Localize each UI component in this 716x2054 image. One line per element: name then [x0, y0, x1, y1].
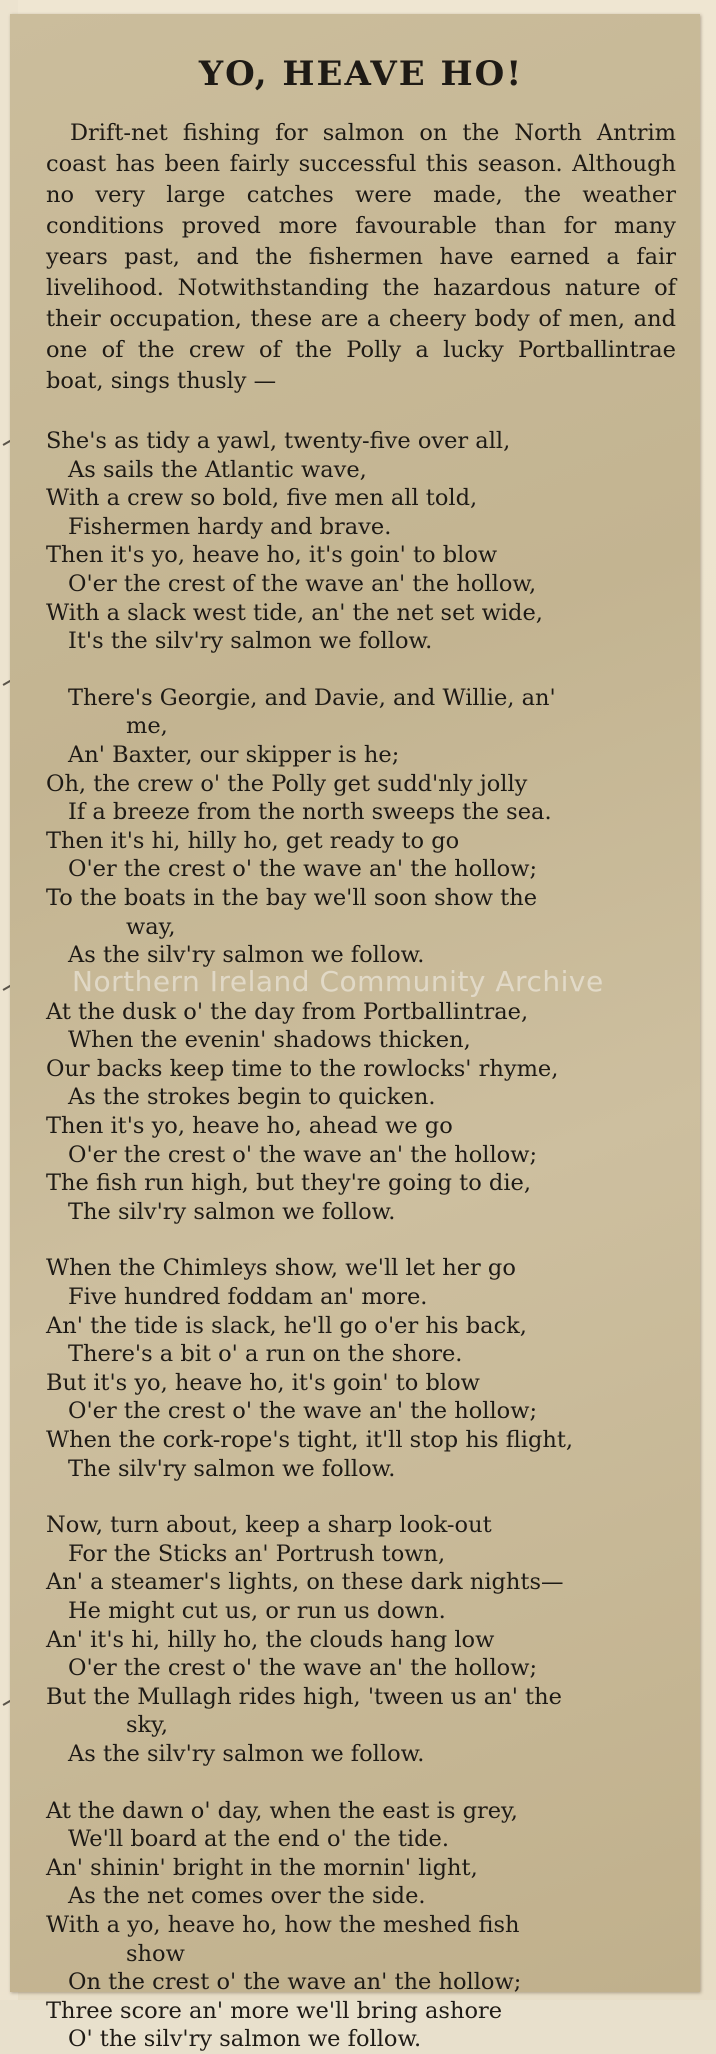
stanza	[46, 684, 676, 970]
verse-line: With a slack west tide, an' the net set wide,	[46, 599, 543, 626]
verse-line: There's a bit o' a run on the shore.	[68, 1341, 463, 1368]
verse-line: The silv'ry salmon we follow.	[68, 1455, 396, 1482]
verse-line: When the evenin' shadows thicken,	[68, 1027, 471, 1054]
verse-line: show	[126, 1940, 185, 1967]
stanza	[46, 427, 676, 656]
stanza	[46, 998, 676, 1227]
verse-line: Then it's yo, heave ho, it's goin' to blow	[46, 542, 498, 569]
verse-line: An' Baxter, our skipper is he;	[68, 741, 400, 768]
verse-line: On the crest o' the wave an' the hollow;	[68, 1969, 522, 1996]
verse-line: Our backs keep time to the rowlocks' rhyme,	[46, 1055, 559, 1082]
verse-line: It's the silv'ry salmon we follow.	[68, 628, 433, 655]
verse-line: When the cork-rope's tight, it'll stop his flight,	[46, 1427, 574, 1453]
verse-line: An' a steamer's lights, on these dark nights—	[46, 1569, 564, 1596]
stanza	[46, 1511, 676, 1768]
intro-paragraph: Drift-net fishing for salmon on the North Antrim coast has been fairly successful this season. Although no very large catches were made, the weather conditions proved more favourable than for many years past, and the fishermen have earned a fair livelihood. Notwithstanding the hazardous nature of their occupation, these are a cheery body of men, and one of the crew of the Polly a lucky Portballintrae boat, sings thusly —	[46, 120, 676, 394]
verse-line: When the Chimleys show, we'll let her go	[46, 1255, 516, 1282]
verse-line: O'er the crest of the wave an' the hollow,	[68, 570, 537, 597]
verse-line: But the Mullagh rides high, 'tween us an' the	[46, 1683, 562, 1710]
verse-line: As the silv'ry salmon we follow.	[68, 942, 425, 969]
verse-line: To the boats in the bay we'll soon show the	[46, 884, 538, 911]
verse-line: With a crew so bold, five men all told,	[46, 485, 478, 512]
verse-line: Now, turn about, keep a sharp look-out	[46, 1512, 492, 1539]
verse-line: An' shinin' bright in the mornin' light,	[46, 1854, 478, 1881]
verse-line: At the dusk o' the day from Portballintrae,	[46, 998, 529, 1025]
verse-line: We'll board at the end o' the tide.	[68, 1826, 449, 1853]
verse-line: sky,	[126, 1712, 169, 1739]
verse-line: As the silv'ry salmon we follow.	[68, 1740, 425, 1767]
verse-line: She's as tidy a yawl, twenty-five over all,	[46, 428, 511, 454]
verse-line: O' the silv'ry salmon we follow.	[68, 2026, 422, 2053]
newspaper-clipping	[10, 14, 700, 2053]
verse-line: With a yo, heave ho, how the meshed fish	[46, 1911, 520, 1938]
verse-line: way,	[126, 913, 176, 940]
watermark: Northern Ireland Community Archive	[72, 965, 604, 998]
stanza	[46, 1797, 676, 2054]
verse-line: O'er the crest o' the wave an' the hollow;	[68, 1141, 538, 1168]
verse-line: Then it's hi, hilly ho, get ready to go	[46, 827, 460, 854]
verse-line: He might cut us, or run us down.	[68, 1597, 446, 1624]
verse-line: Then it's yo, heave ho, ahead we go	[46, 1113, 453, 1140]
verse-line: me,	[126, 713, 168, 740]
verse-line: O'er the crest o' the wave an' the hollow;	[68, 1398, 538, 1425]
verse-line: Fishermen hardy and brave.	[68, 513, 392, 540]
verse-line: O'er the crest o' the wave an' the hollow;	[68, 1655, 538, 1682]
verse-line: Oh, the crew o' the Polly get sudd'nly jolly	[46, 770, 528, 797]
poem	[46, 427, 676, 2054]
verse-line: As the strokes begin to quicken.	[68, 1084, 436, 1111]
verse-line: As the net comes over the side.	[68, 1883, 426, 1910]
verse-line: For the Sticks an' Portrush town,	[68, 1540, 446, 1567]
verse-line: An' it's hi, hilly ho, the clouds hang low	[46, 1626, 495, 1653]
verse-line: The silv'ry salmon we follow.	[68, 1198, 396, 1225]
stanza	[46, 1254, 676, 1483]
verse-line: Three score an' more we'll bring ashore	[46, 1997, 503, 2024]
verse-line: Five hundred foddam an' more.	[68, 1284, 428, 1311]
verse-line: The fish run high, but they're going to die,	[46, 1170, 531, 1197]
verse-line: As sails the Atlantic wave,	[68, 456, 367, 483]
verse-line: At the dawn o' day, when the east is grey,	[46, 1797, 518, 1824]
headline: YO, HEAVE HO!	[198, 54, 524, 94]
verse-line: But it's yo, heave ho, it's goin' to blow	[46, 1369, 480, 1396]
verse-line: If a breeze from the north sweeps the sea.	[68, 799, 552, 826]
verse-line: O'er the crest o' the wave an' the hollow;	[68, 856, 538, 883]
verse-line: There's Georgie, and Davie, and Willie, an'	[68, 684, 556, 711]
verse-line: An' the tide is slack, he'll go o'er his back,	[46, 1312, 527, 1339]
